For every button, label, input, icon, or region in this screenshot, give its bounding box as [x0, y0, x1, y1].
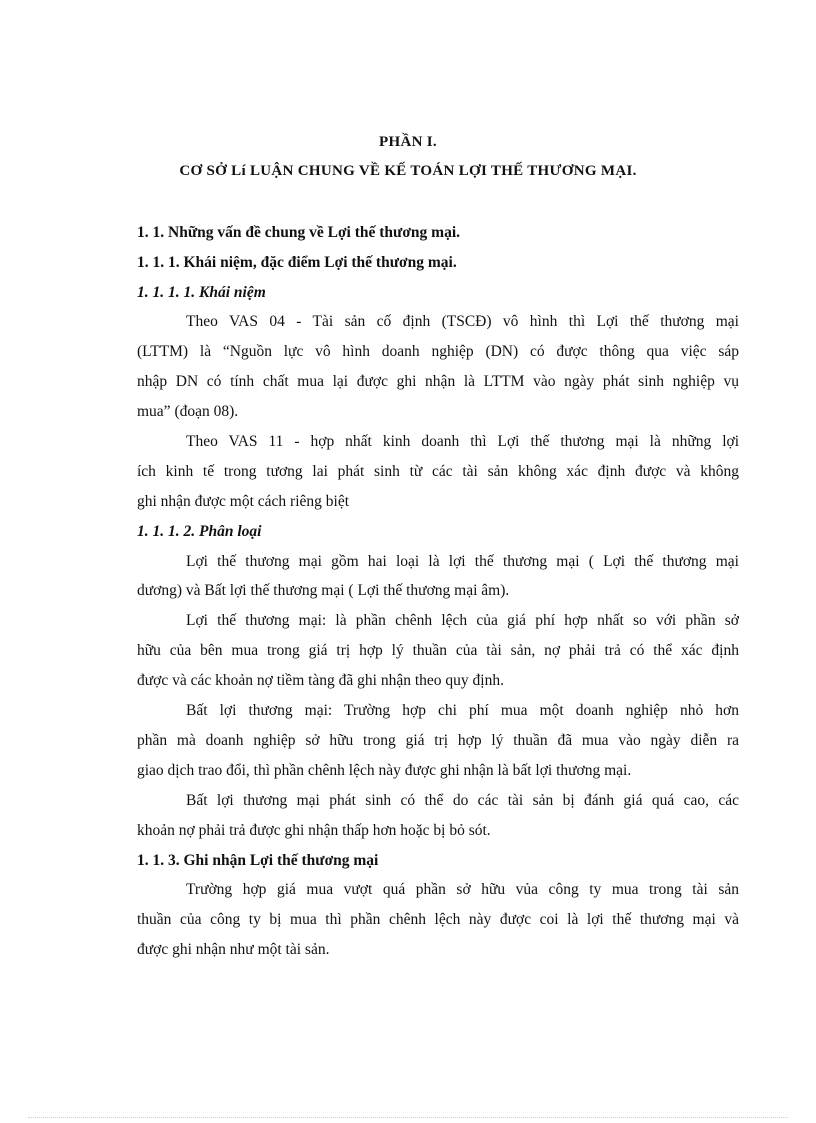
paragraph-line: khoản nợ phải trả được ghi nhận thấp hơn hoặc bị bỏ sót.: [137, 822, 491, 839]
part-number: PHẦN I.: [379, 134, 437, 150]
paragraph-line: (LTTM) là “Nguồn lực vô hình doanh nghiệp (DN) có được thông qua việc sáp: [137, 343, 739, 360]
heading-1-1: 1. 1. Những vấn đề chung về Lợi thế thương mại.: [137, 224, 460, 241]
heading-1-1-1-2: 1. 1. 1. 2. Phân loại: [137, 523, 262, 540]
paragraph-line: Bất lợi thương mại: Trường hợp chi phí mua một doanh nghiệp nhỏ hơn: [186, 702, 739, 719]
paragraph-line: Bất lợi thương mại phát sinh có thể do các tài sản bị đánh giá quá cao, các: [186, 792, 739, 809]
paragraph-line: Lợi thế thương mại: là phần chênh lệch của giá phí hợp nhất so với phần sở: [186, 612, 739, 629]
paragraph-line: dương) và Bất lợi thế thương mại ( Lợi thế thương mại âm).: [137, 582, 510, 599]
paragraph-line: ích kinh tế trong tương lai phát sinh từ các tài sản không xác định được và không: [137, 463, 739, 480]
paragraph-line: nhập DN có tính chất mua lại được ghi nhận là LTTM vào ngày phát sinh nghiệp vụ: [137, 373, 739, 390]
paragraph-line: Trường hợp giá mua vượt quá phần sở hữu vủa công ty mua trong tài sản: [186, 881, 739, 898]
paragraph-line: phần mà doanh nghiệp sở hữu trong giá trị hợp lý thuần đã mua vào ngày diễn ra: [137, 732, 739, 749]
paragraph-line: ghi nhận được một cách riêng biệt: [137, 493, 350, 510]
heading-1-1-1: 1. 1. 1. Khái niệm, đặc điểm Lợi thế thương mại.: [137, 254, 457, 271]
paragraph-line: mua” (đoạn 08).: [137, 403, 239, 420]
heading-1-1-1-1: 1. 1. 1. 1. Khái niệm: [137, 284, 266, 301]
part-title: CƠ SỞ Lí LUẬN CHUNG VỀ KẾ TOÁN LỢI THẾ THƯƠNG MẠI.: [179, 163, 637, 179]
paragraph-line: Theo VAS 04 - Tài sản cố định (TSCĐ) vô hình thì Lợi thế thương mại: [186, 313, 739, 330]
heading-1-1-3: 1. 1. 3. Ghi nhận Lợi thế thương mại: [137, 852, 379, 869]
paragraph-line: được ghi nhận như một tài sản.: [137, 941, 330, 958]
paragraph-line: giao dịch trao đổi, thì phần chênh lệch này được ghi nhận là bất lợi thương mại.: [137, 762, 632, 779]
paragraph-line: Lợi thế thương mại gồm hai loại là lợi thế thương mại ( Lợi thế thương mại: [186, 553, 739, 570]
paragraph-line: được và các khoản nợ tiềm tàng đã ghi nhận theo quy định.: [137, 672, 504, 689]
paragraph-line: thuần của công ty bị mua thì phần chênh lệch này được coi là lợi thế thương mại và: [137, 911, 739, 928]
paragraph-line: hữu của bên mua trong giá trị hợp lý thuần của tài sản, nợ phải trả có thể xác định: [137, 642, 739, 659]
paragraph-line: Theo VAS 11 - hợp nhất kinh doanh thì Lợi thế thương mại là những lợi: [186, 433, 739, 450]
page-bottom-divider: [28, 1117, 788, 1118]
